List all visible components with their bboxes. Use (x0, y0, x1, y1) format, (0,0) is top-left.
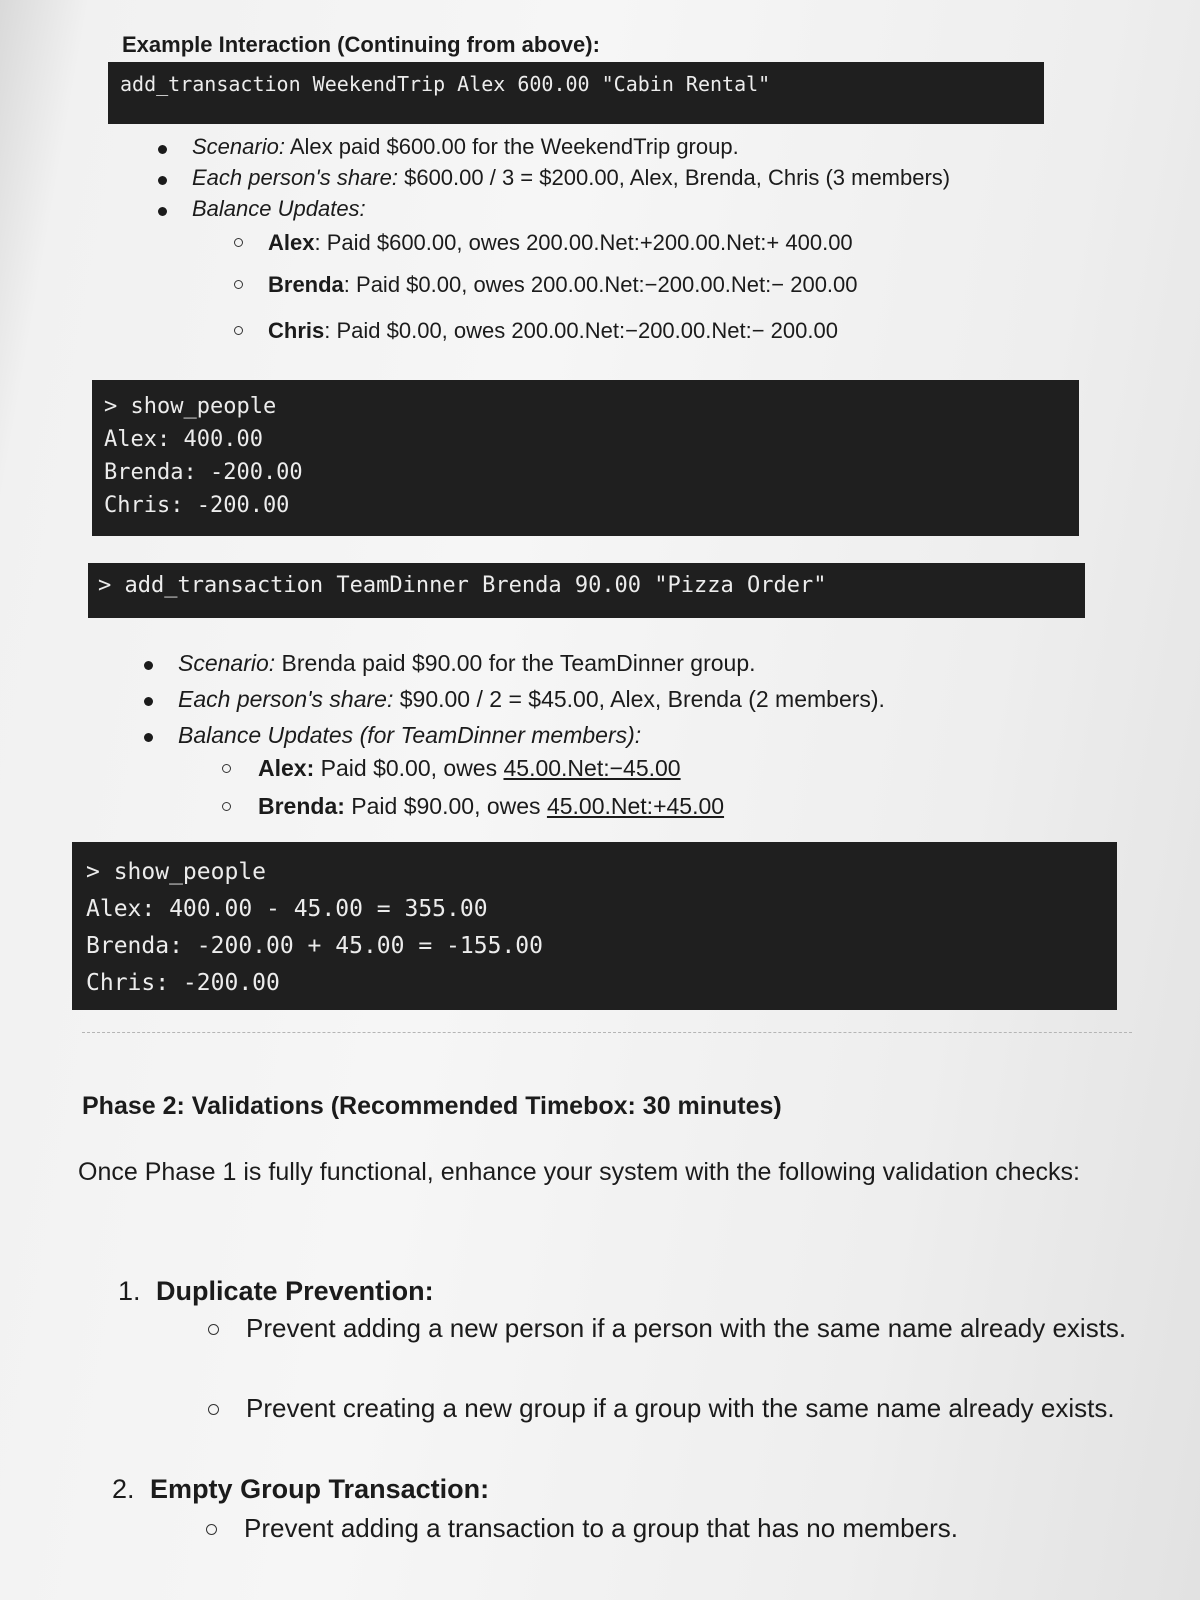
list-item (192, 196, 1092, 227)
sub-item (244, 1508, 1134, 1548)
sub-list-2 (258, 755, 1158, 831)
update-text: : Paid $0.00, owes 200.00.Net:−200.00.Net:− 200.00 (324, 318, 838, 343)
update-text: : Paid $0.00, owes 200.00.Net:−200.00.Net:− 200.00 (343, 272, 858, 297)
net-value: 45.00.Net:+45.00 (546, 793, 725, 819)
output-line: Brenda: -200.00 (104, 460, 303, 485)
net-value: 45.00.Net:−45.00 (503, 755, 681, 781)
output-line: Alex: 400.00 - 45.00 = 355.00 (86, 896, 488, 922)
circle-bullet-icon (222, 802, 231, 811)
person-name: Alex (268, 230, 315, 255)
scenario-text: Brenda paid $90.00 for the TeamDinner group. (275, 650, 756, 676)
bullet-icon (158, 145, 167, 154)
sub-item-text: Prevent creating a new group if a group with the same name already exists. (246, 1393, 1115, 1423)
bullet-list-2 (178, 650, 1078, 758)
scenario-text: Alex paid $600.00 for the WeekendTrip group. (284, 134, 739, 159)
circle-bullet-icon (208, 1324, 219, 1335)
output-line: Chris: -200.00 (104, 493, 290, 518)
update-text: Paid $90.00, owes (344, 793, 547, 819)
share-label: Each person's share: (192, 165, 398, 190)
phase2-intro: Once Phase 1 is fully functional, enhance your system with the following validation checks: (78, 1158, 1080, 1186)
list-item (268, 230, 1168, 272)
bullet-icon (158, 207, 167, 216)
list-item (268, 272, 1168, 318)
share-text: $90.00 / 2 = $45.00, Alex, Brenda (2 members). (393, 686, 885, 712)
number-label: 1. (118, 1276, 141, 1306)
item-title: Empty Group Transaction: (150, 1474, 490, 1504)
share-text: $600.00 / 3 = $200.00, Alex, Brenda, Chris (3 members) (397, 165, 951, 190)
circle-bullet-icon (234, 238, 243, 247)
bullet-icon (144, 697, 153, 706)
terminal-output-2 (72, 842, 1117, 1010)
output-line: Chris: -200.00 (86, 970, 280, 996)
circle-bullet-icon (234, 326, 243, 335)
sub-list-1 (268, 230, 1168, 358)
output-line: Alex: 400.00 (104, 427, 263, 452)
bullet-list-1 (192, 134, 1092, 227)
list-item (258, 755, 1158, 793)
item-number (112, 1474, 489, 1505)
example-heading: Example Interaction (Continuing from above): (122, 32, 600, 57)
list-item (178, 722, 1078, 758)
bullet-icon (158, 176, 167, 185)
balance-label: Balance Updates: (192, 196, 366, 221)
item-title: Duplicate Prevention: (156, 1276, 434, 1306)
list-item (192, 134, 1092, 165)
balance-label: Balance Updates (for TeamDinner members): (178, 722, 642, 748)
sub-item (246, 1308, 1136, 1348)
person-name: Chris (268, 318, 325, 343)
bullet-icon (144, 661, 153, 670)
list-item (178, 650, 1078, 686)
scenario-label: Scenario: (192, 134, 285, 159)
section-divider (82, 1032, 1132, 1033)
scenario-label: Scenario: (178, 650, 276, 676)
person-name: Brenda (268, 272, 344, 297)
list-item (178, 686, 1078, 722)
list-item (268, 318, 1168, 358)
prompt-line: > show_people (104, 394, 277, 419)
share-label: Each person's share: (178, 686, 394, 712)
list-item (258, 793, 1158, 831)
list-item (192, 165, 1092, 196)
person-name: Brenda: (258, 793, 345, 819)
phase2-heading: Phase 2: Validations (Recommended Timebox: 30 minutes) (82, 1092, 782, 1120)
update-text: Paid $0.00, owes (314, 755, 504, 781)
circle-bullet-icon (208, 1404, 219, 1415)
sub-item (246, 1388, 1136, 1428)
command-block-1 (108, 62, 1044, 124)
circle-bullet-icon (234, 280, 243, 289)
circle-bullet-icon (206, 1524, 217, 1535)
command-block-2 (88, 563, 1085, 618)
sub-item-text: Prevent adding a new person if a person with the same name already exists. (246, 1313, 1127, 1343)
sub-item-text: Prevent adding a transaction to a group that has no members. (244, 1513, 958, 1543)
bullet-icon (144, 733, 153, 742)
command-line: > add_transaction TeamDinner Brenda 90.00 "Pizza Order" (98, 573, 827, 598)
number-label: 2. (112, 1474, 135, 1504)
person-name: Alex: (258, 755, 315, 781)
circle-bullet-icon (222, 764, 231, 773)
output-line: Brenda: -200.00 + 45.00 = -155.00 (86, 933, 543, 959)
update-text: : Paid $600.00, owes 200.00.Net:+200.00.Net:+ 400.00 (314, 230, 853, 255)
command-line: add_transaction WeekendTrip Alex 600.00 "Cabin Rental" (120, 72, 771, 96)
item-number (118, 1276, 434, 1307)
terminal-output-1 (92, 380, 1079, 536)
prompt-line: > show_people (86, 859, 267, 885)
